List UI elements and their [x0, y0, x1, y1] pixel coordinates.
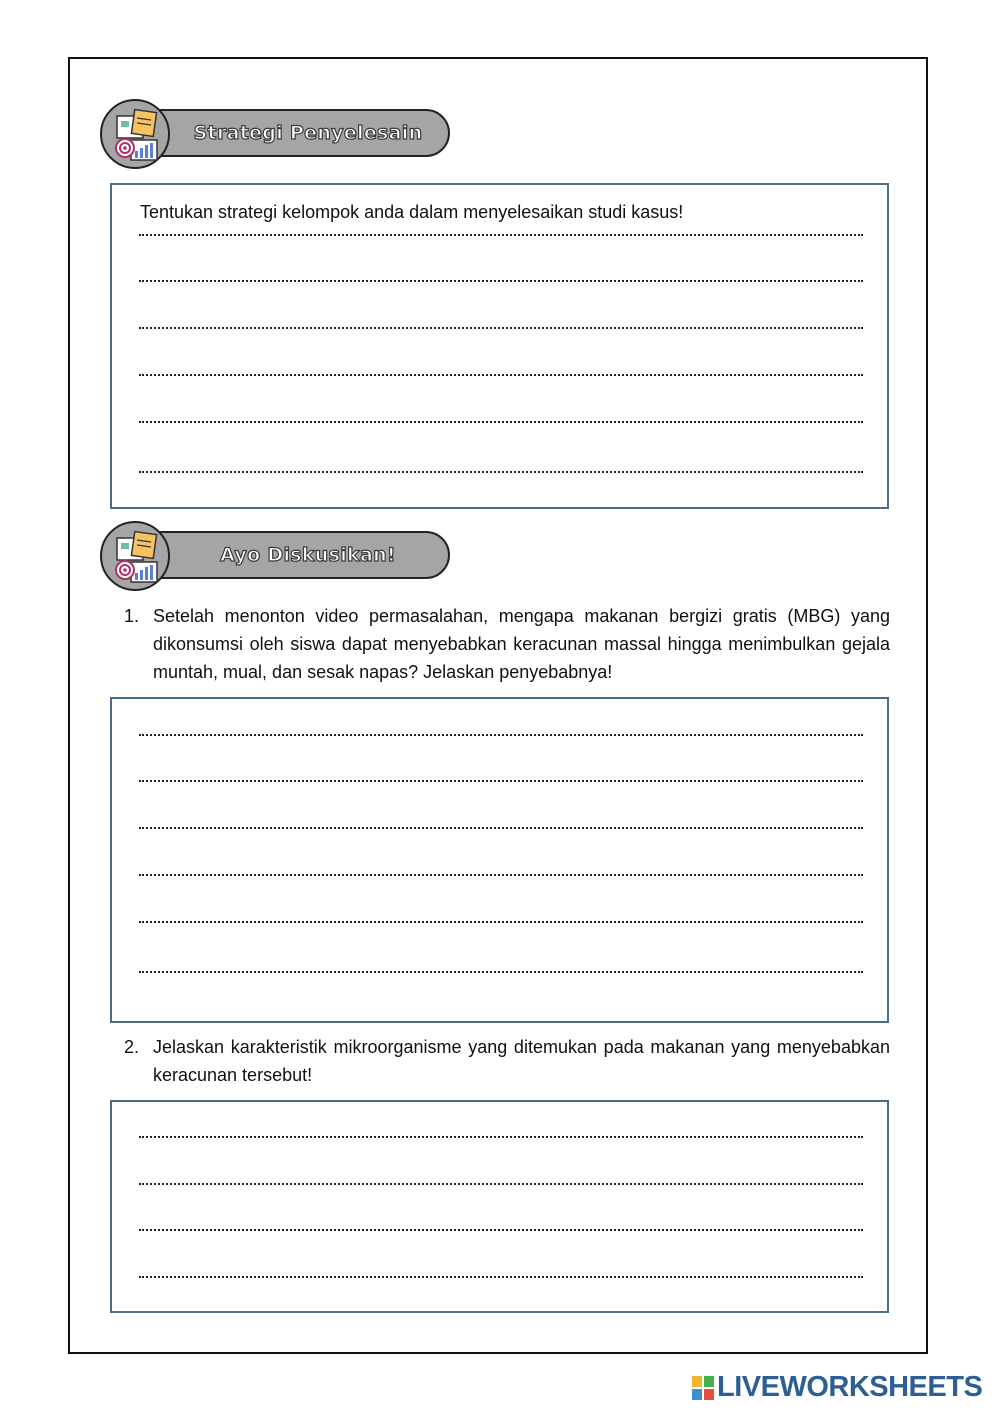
answer-line [139, 374, 863, 376]
answer-line [139, 1229, 863, 1231]
question-1-answer-box[interactable] [110, 697, 889, 1023]
question-1 [124, 602, 890, 686]
question-text: Setelah menonton video permasalahan, mengapa makanan bergizi gratis (MBG) yang dikonsumsi oleh siswa dapat menyebabkan keracunan massal hingga menimbulkan gejala muntah, mual, dan sesak napas? Jelaskan penyebabnya! [153, 606, 890, 682]
question-number: 2. [124, 1037, 140, 1057]
strategy-instruction: Tentukan strategi kelompok anda dalam menyelesaikan studi kasus! [140, 202, 684, 222]
answer-line [139, 874, 863, 876]
answer-line [139, 234, 863, 236]
liveworksheets-logo-icon [692, 1376, 714, 1400]
answer-line [139, 780, 863, 782]
answer-line [139, 280, 863, 282]
brand-name: LIVEWORKSHEETS [717, 1371, 983, 1403]
section-header-strategy [100, 99, 452, 171]
strategy-chart-icon [100, 99, 170, 169]
question-number: 1. [124, 606, 140, 626]
header-pill [132, 109, 450, 157]
answer-line [139, 971, 863, 973]
liveworksheets-brand[interactable] [692, 1371, 982, 1404]
answer-line [139, 921, 863, 923]
strategy-chart-icon [100, 521, 170, 591]
answer-line [139, 471, 863, 473]
answer-line [139, 327, 863, 329]
answer-line [139, 1136, 863, 1138]
section-title-discussion: Ayo Diskusikan! [220, 544, 396, 566]
question-text: Jelaskan karakteristik mikroorganisme yang ditemukan pada makanan yang menyebabkan keracunan tersebut! [153, 1037, 890, 1085]
answer-line [139, 827, 863, 829]
answer-line [139, 1276, 863, 1278]
answer-line [139, 421, 863, 423]
question-2 [124, 1033, 890, 1089]
answer-line [139, 1183, 863, 1185]
section-header-discussion [100, 521, 452, 593]
strategy-answer-box[interactable] [110, 183, 889, 509]
section-title-strategy: Strategi Penyelesain [193, 122, 423, 144]
header-pill [132, 531, 450, 579]
answer-line [139, 734, 863, 736]
question-2-answer-box[interactable] [110, 1100, 889, 1313]
